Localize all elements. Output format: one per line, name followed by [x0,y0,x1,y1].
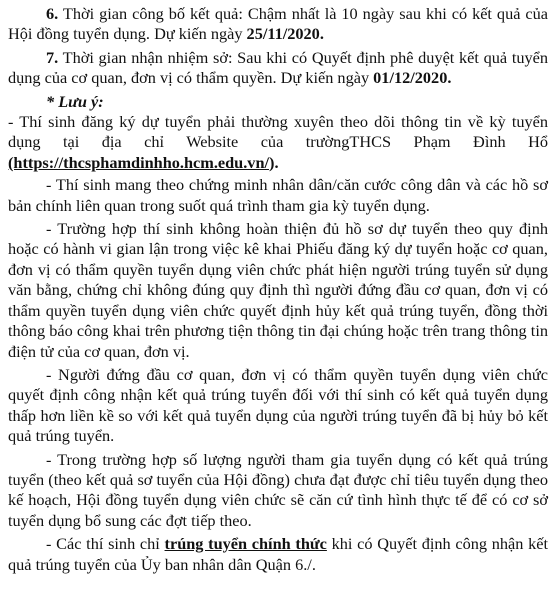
item-7-date: 01/12/2020. [373,68,452,88]
website-link[interactable]: (https://thcsphamdinhho.hcm.edu.vn/ [8,152,270,172]
note-title-text: * Lưu ý: [46,91,104,111]
note-official-pre: - Các thí sinh chỉ [46,534,165,554]
item-6-label: Thời gian công bố kết quả: [62,4,243,23]
note-website-paragraph [8,112,548,173]
note-official-paragraph [8,534,548,575]
note-incomplete-paragraph [8,219,548,362]
note-title [8,92,548,112]
document-page [8,4,548,578]
note-head-decision-text: - Người đứng đầu cơ quan, đơn vị có thẩm quyền tuyển dụng viên chức quyết định công nhận kết quả trúng tuyển đối với thí sinh có kết quả tuyển dụng thấp hơn liền kề so với kết quả tuyển dụng của người trúng tuyển đã bị hủy bỏ kết quả trúng tuyển. [8,364,548,446]
note-quota-text: - Trong trường hợp số lượng người tham gia tuyển dụng có kết quả trúng tuyển (theo kết quả sơ tuyển của Hội đồng) chưa đạt được chỉ tiêu tuyển dụng theo kế hoạch, Hội đồng tuyển dụng viên chức sẽ căn cứ tình hình thực tế để có cơ sở tuyển dụng bổ sung các đợt tiếp theo. [8,449,548,530]
note-quota-paragraph [8,450,548,532]
note-official-post: khi có Quyết định công nhận kết quả trúng tuyển của Ủy ban nhân dân Quận 6./. [8,534,548,574]
item-7-text: Sau khi có Quyết định phê duyệt kết quả tuyển dụng của cơ quan, đơn vị có thẩm quyền. Dự kiến ngày [8,47,548,88]
item-6-text: Chậm nhất là 10 ngày sau khi có kết quả của Hội đồng tuyển dụng. Dự kiến ngày [8,4,548,44]
note-official-emphasis: trúng tuyển chính thức [164,534,327,554]
item-6-paragraph [8,4,548,45]
item-7-paragraph [8,48,548,89]
note-website-text: - Thí sinh đăng ký dự tuyển phải thường xuyên theo dõi thông tin về kỳ tuyển dụng tại địa chỉ Website của trườngTHCS Phạm Đình Hổ [8,112,548,152]
note-incomplete-text: - Trường hợp thí sinh không hoàn thiện đủ hồ sơ dự tuyển theo quy định hoặc có hành vi gian lận trong việc kê khai Phiếu đăng ký dự tuyển hoặc cơ quan, đơn vị có thẩm quyền tuyển dụng viên chức phát hiện người trúng tuyển sử dụng văn bằng, chứng chỉ không đúng quy định thì người đứng đầu cơ quan, đơn vị có thẩm quyền tuyển dụng viên chức quyết định hủy kết quả trúng tuyển, đồng thời thông báo công khai trên phương tiện thông tin đại chúng hoặc trên trang thông tin điện tử của cơ quan, đơn vị. [8,219,548,361]
note-head-decision-paragraph [8,365,548,447]
note-id-paragraph [8,175,548,216]
item-6-date: 25/11/2020. [246,24,324,44]
note-website-end: ). [269,152,279,172]
item-7-label: Thời gian nhận nhiệm sở: [62,47,233,67]
item-7-number: 7. [46,47,59,67]
item-6-number: 6. [46,4,59,23]
note-id-text: - Thí sinh mang theo chứng minh nhân dân/căn cước công dân và các hồ sơ bản chính liên quan trong suốt quá trình tham gia kỳ tuyển dụng. [8,175,548,215]
